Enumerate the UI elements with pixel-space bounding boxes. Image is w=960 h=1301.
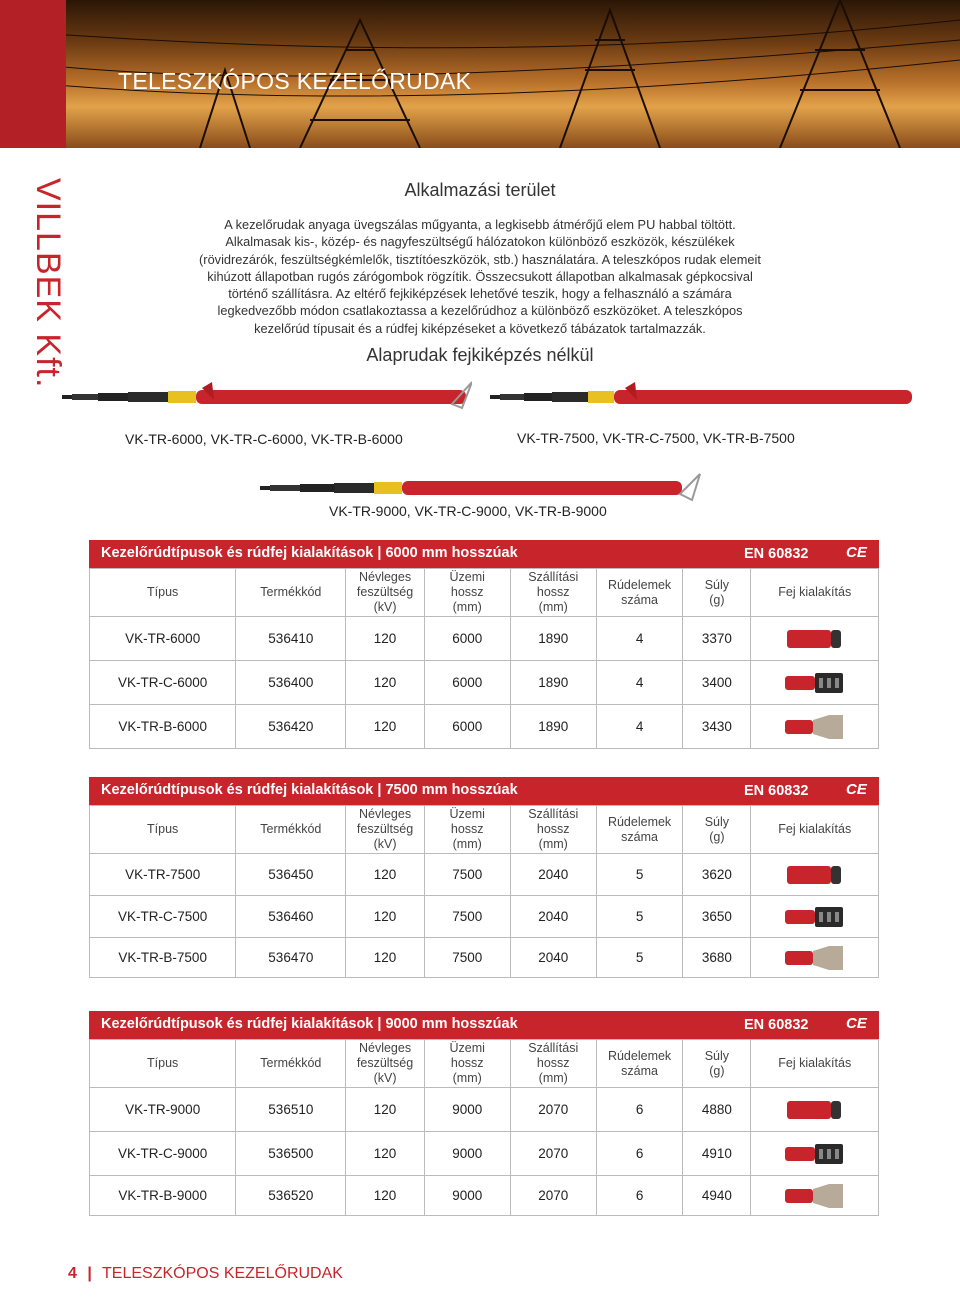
- cell-length: 7500: [424, 896, 510, 938]
- col-header: Súly (g): [683, 1040, 751, 1088]
- cell-type: VK-TR-B-7500: [90, 938, 236, 978]
- cell-voltage: 120: [346, 661, 425, 705]
- cell-type: VK-TR-9000: [90, 1088, 236, 1132]
- cell-weight: 3370: [683, 617, 751, 661]
- rod-6000-image: [62, 378, 472, 420]
- banner-accent-bar: [0, 0, 66, 148]
- col-header: Fej kialakítás: [751, 806, 879, 854]
- cell-type: VK-TR-B-9000: [90, 1176, 236, 1216]
- table-row: [90, 938, 879, 978]
- cell-elements: 4: [596, 617, 682, 661]
- cell-voltage: 120: [346, 1176, 425, 1216]
- cell-code: 536410: [236, 617, 346, 661]
- c-head-icon: [785, 904, 845, 930]
- col-header: Termékkód: [236, 569, 346, 617]
- col-header: Rúdelemek száma: [596, 569, 682, 617]
- cell-weight: 3400: [683, 661, 751, 705]
- cell-weight: 4880: [683, 1088, 751, 1132]
- c-head-icon: [785, 1141, 845, 1167]
- b-head-icon: [785, 712, 845, 742]
- cell-head: [751, 617, 879, 661]
- rod-caption-6000: VK-TR-6000, VK-TR-C-6000, VK-TR-B-6000: [125, 431, 403, 447]
- cell-code: 536510: [236, 1088, 346, 1132]
- cell-code: 536450: [236, 854, 346, 896]
- page-number: 4: [68, 1265, 77, 1282]
- cell-length: 6000: [424, 617, 510, 661]
- cell-head: [751, 661, 879, 705]
- table-title-bar: [89, 540, 879, 568]
- cell-elements: 6: [596, 1132, 682, 1176]
- cell-code: 536460: [236, 896, 346, 938]
- plain-head-icon: [787, 626, 843, 652]
- intro-line: történő szállításra. Az eltérő fejkiképzések lehetővé teszik, hogy a felhasználó a számára: [228, 286, 732, 302]
- cell-transport: 2070: [510, 1088, 596, 1132]
- col-header: Névleges feszültség (kV): [346, 1040, 425, 1088]
- page-footer: [68, 1265, 343, 1283]
- col-header: Súly (g): [683, 569, 751, 617]
- col-header: Üzemi hossz (mm): [424, 569, 510, 617]
- table-title-bar: [89, 1011, 879, 1039]
- cell-head: [751, 1132, 879, 1176]
- intro-line: Alkalmasak kis-, közép- és nagyfeszültségű hálózatokon különböző eszközök, készülékek: [225, 234, 735, 250]
- cell-code: 536500: [236, 1132, 346, 1176]
- b-head-icon: [785, 1181, 845, 1211]
- col-header: Üzemi hossz (mm): [424, 1040, 510, 1088]
- ce-mark-icon: CE: [846, 781, 867, 798]
- cell-code: 536470: [236, 938, 346, 978]
- cell-head: [751, 705, 879, 749]
- table-row: [90, 661, 879, 705]
- col-header: Fej kialakítás: [751, 569, 879, 617]
- cell-voltage: 120: [346, 854, 425, 896]
- standard-label: EN 60832: [744, 783, 809, 799]
- c-head-icon: [785, 670, 845, 696]
- cell-transport: 1890: [510, 661, 596, 705]
- cell-code: 536400: [236, 661, 346, 705]
- cell-head: [751, 938, 879, 978]
- ce-mark-icon: CE: [846, 1015, 867, 1032]
- cell-weight: 4910: [683, 1132, 751, 1176]
- cell-weight: 3650: [683, 896, 751, 938]
- col-header: Üzemi hossz (mm): [424, 806, 510, 854]
- cell-head: [751, 1088, 879, 1132]
- cell-length: 7500: [424, 938, 510, 978]
- spec-table-9000: [89, 1039, 879, 1216]
- col-header: Névleges feszültség (kV): [346, 569, 425, 617]
- table-row: [90, 896, 879, 938]
- col-header: Névleges feszültség (kV): [346, 806, 425, 854]
- cell-weight: 3680: [683, 938, 751, 978]
- cell-weight: 4940: [683, 1176, 751, 1216]
- cell-type: VK-TR-C-7500: [90, 896, 236, 938]
- cell-elements: 6: [596, 1088, 682, 1132]
- col-header: Termékkód: [236, 806, 346, 854]
- col-header: Típus: [90, 1040, 236, 1088]
- col-header: Szállítási hossz (mm): [510, 806, 596, 854]
- intro-line: A kezelőrudak anyaga üvegszálas műgyanta, a legkisebb átmérőjű elem PU habbal töltött.: [224, 217, 736, 232]
- cell-transport: 2040: [510, 854, 596, 896]
- cell-length: 7500: [424, 854, 510, 896]
- b-head-icon: [785, 943, 845, 973]
- col-header: Rúdelemek száma: [596, 806, 682, 854]
- cell-head: [751, 1176, 879, 1216]
- table-title: Kezelőrúdtípusok és rúdfej kialakítások | 7500 mm hosszúak: [101, 782, 518, 798]
- standard-label: EN 60832: [744, 546, 809, 562]
- cell-voltage: 120: [346, 1088, 425, 1132]
- table-row: [90, 854, 879, 896]
- cell-type: VK-TR-C-6000: [90, 661, 236, 705]
- cell-length: 9000: [424, 1132, 510, 1176]
- cell-elements: 4: [596, 705, 682, 749]
- rod-caption-9000: VK-TR-9000, VK-TR-C-9000, VK-TR-B-9000: [329, 503, 607, 519]
- cell-elements: 5: [596, 854, 682, 896]
- cell-weight: 3430: [683, 705, 751, 749]
- cell-code: 536520: [236, 1176, 346, 1216]
- cell-elements: 5: [596, 938, 682, 978]
- rod-7500-image: [490, 382, 915, 416]
- table-title-bar: [89, 777, 879, 805]
- intro-line: kezelőrúd típusait és a rúdfej kiképzéseket a következő tábázatok tartalmazzák.: [254, 320, 706, 336]
- col-header: Súly (g): [683, 806, 751, 854]
- header-banner: [0, 0, 960, 148]
- cell-transport: 2040: [510, 938, 596, 978]
- col-header: Típus: [90, 569, 236, 617]
- cell-elements: 6: [596, 1176, 682, 1216]
- table-row: [90, 1132, 879, 1176]
- table-title: Kezelőrúdtípusok és rúdfej kialakítások | 9000 mm hosszúak: [101, 1016, 518, 1032]
- cell-type: VK-TR-B-6000: [90, 705, 236, 749]
- plain-head-icon: [787, 1097, 843, 1123]
- cell-elements: 4: [596, 661, 682, 705]
- cell-weight: 3620: [683, 854, 751, 896]
- cell-voltage: 120: [346, 938, 425, 978]
- cell-voltage: 120: [346, 896, 425, 938]
- cell-transport: 1890: [510, 705, 596, 749]
- col-header: Szállítási hossz (mm): [510, 569, 596, 617]
- cell-transport: 2070: [510, 1132, 596, 1176]
- cell-length: 9000: [424, 1088, 510, 1132]
- cell-head: [751, 896, 879, 938]
- cell-type: VK-TR-6000: [90, 617, 236, 661]
- table-row: [90, 1176, 879, 1216]
- brand-name: VILLBEK Kft.: [29, 178, 67, 389]
- plain-head-icon: [787, 862, 843, 888]
- intro-text: [170, 216, 790, 337]
- page-title: TELESZKÓPOS KEZELŐRUDAK: [118, 68, 472, 94]
- col-header: Típus: [90, 806, 236, 854]
- intro-line: (rövidrezárók, feszültségkémlelők, tisztítóeszközök, stb.) használatára. A teleszkópos rudak elemeit: [199, 251, 761, 267]
- table-title: Kezelőrúdtípusok és rúdfej kialakítások | 6000 mm hosszúak: [101, 545, 518, 561]
- cell-type: VK-TR-7500: [90, 854, 236, 896]
- cell-voltage: 120: [346, 617, 425, 661]
- cell-length: 6000: [424, 705, 510, 749]
- cell-transport: 2040: [510, 896, 596, 938]
- spec-table-6000: [89, 568, 879, 749]
- cell-voltage: 120: [346, 1132, 425, 1176]
- cell-code: 536420: [236, 705, 346, 749]
- spec-table-7500: [89, 805, 879, 978]
- rod-caption-7500: VK-TR-7500, VK-TR-C-7500, VK-TR-B-7500: [517, 430, 795, 446]
- intro-line: legkedvezőbb módon csatlakoztassa a kezelőrúdhoz a különböző eszközöket. A teleszkópos: [217, 303, 743, 319]
- footer-separator: |: [87, 1265, 92, 1282]
- cell-voltage: 120: [346, 705, 425, 749]
- ce-mark-icon: CE: [846, 544, 867, 561]
- table-row: [90, 705, 879, 749]
- table-row: [90, 617, 879, 661]
- cell-elements: 5: [596, 896, 682, 938]
- cell-head: [751, 854, 879, 896]
- base-rods-title: Alaprudak fejkiképzés nélkül: [366, 345, 594, 365]
- cell-type: VK-TR-C-9000: [90, 1132, 236, 1176]
- col-header: Fej kialakítás: [751, 1040, 879, 1088]
- table-row: [90, 1088, 879, 1132]
- cell-transport: 1890: [510, 617, 596, 661]
- col-header: Szállítási hossz (mm): [510, 1040, 596, 1088]
- intro-line: kihúzott állapotban rugós zárógombok rögzítik. Összecsukott állapotban alkalmasak gépkocsival: [207, 268, 753, 284]
- cell-length: 6000: [424, 661, 510, 705]
- intro-title: Alkalmazási terület: [404, 180, 556, 200]
- col-header: Rúdelemek száma: [596, 1040, 682, 1088]
- standard-label: EN 60832: [744, 1017, 809, 1033]
- cell-transport: 2070: [510, 1176, 596, 1216]
- cell-length: 9000: [424, 1176, 510, 1216]
- footer-label: TELESZKÓPOS KEZELŐRUDAK: [102, 1265, 343, 1282]
- col-header: Termékkód: [236, 1040, 346, 1088]
